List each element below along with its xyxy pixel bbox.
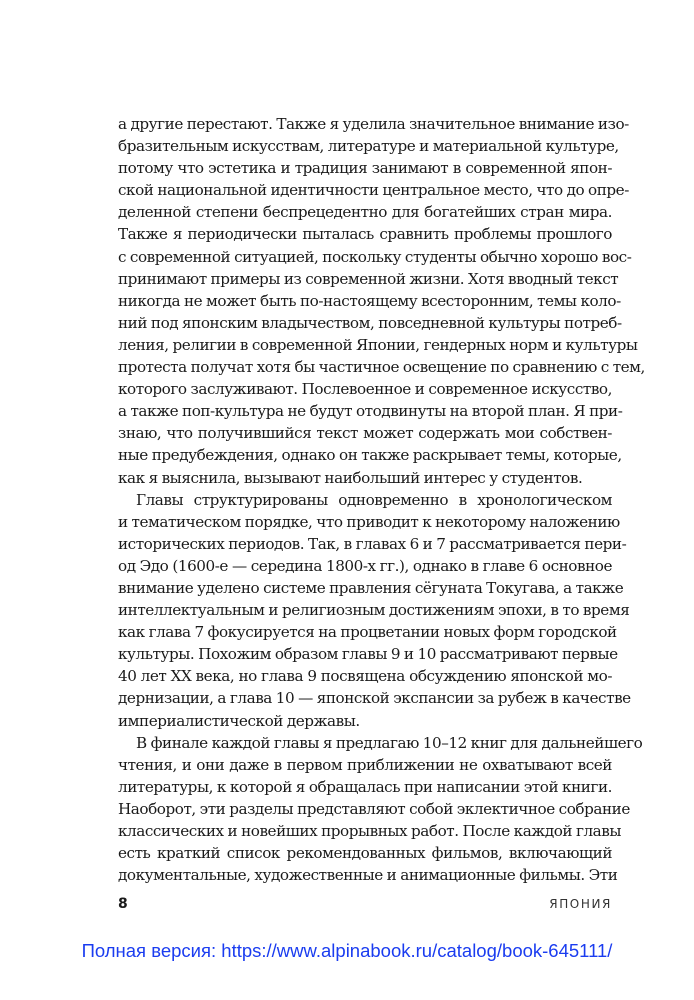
text-line: империалистической державы.	[118, 711, 360, 730]
text-line: а другие перестают. Также я уделила значительное внимание изо-	[118, 115, 629, 133]
text-line: бразительным искусствам, литературе и материальной культуре,	[118, 137, 619, 156]
text-line: ные предубеждения, однако он также раскрывает темы, которые,	[118, 446, 622, 465]
text-line: и тематическом порядке, что приводит к некоторому наложению	[118, 512, 620, 531]
text-line: есть краткий список рекомендованных фильмов, включающий	[118, 844, 612, 863]
text-line: Также я периодически пыталась сравнить проблемы прошлого	[118, 225, 612, 244]
text-line: а также поп-культура не будут отодвинуты на второй план. Я при-	[118, 402, 623, 421]
text-line: В финале каждой главы я предлагаю 10–12 книг для дальнейшего	[136, 733, 643, 752]
text-line: которого заслуживают. Послевоенное и современное искусство,	[118, 380, 612, 399]
text-line: чтения, и они даже в первом приближении не охватывают всей	[118, 755, 612, 774]
text-line: документальные, художественные и анимационные фильмы. Эти	[118, 866, 618, 885]
full-version-label: Полная версия:	[81, 940, 222, 961]
text-line: ний под японским владычеством, повседневной культуры потреб-	[118, 313, 622, 332]
text-line: литературы, к которой я обращалась при написании этой книги.	[118, 777, 612, 796]
text-line: дернизации, а глава 10 — японской экспансии за рубеж в качестве	[118, 689, 631, 708]
full-version-banner	[0, 940, 694, 962]
body-text	[118, 113, 645, 886]
full-version-link[interactable]: https://www.alpinabook.ru/catalog/book-645111/	[221, 940, 613, 961]
text-line: культуры. Похожим образом главы 9 и 10 рассматривают первые	[118, 645, 618, 664]
text-line: с современной ситуацией, поскольку студенты обычно хорошо вос-	[118, 247, 632, 266]
text-line: Наоборот, эти разделы представляют собой эклектичное собрание	[118, 799, 630, 818]
text-line: внимание уделено системе правления сёгуната Токугава, а также	[118, 578, 624, 597]
text-line: как я выяснила, вызывают наибольший интерес у студентов.	[118, 468, 583, 487]
page-number: 8	[118, 896, 128, 912]
text-line: исторических периодов. Так, в главах 6 и 7 рассматривается пери-	[118, 534, 627, 553]
text-line: ской национальной идентичности центральное место, что до опре-	[118, 181, 629, 200]
page-footer	[118, 896, 612, 918]
text-line: никогда не может быть по-настоящему всесторонним, темы коло-	[118, 291, 621, 310]
text-line: классических и новейших прорывных работ. После каждой главы	[118, 822, 622, 840]
text-line: од Эдо (1600-е — середина 1800-х гг.), однако в главе 6 основное	[118, 556, 612, 575]
text-line: 40 лет XX века, но глава 9 посвящена обсуждению японской мо-	[118, 667, 612, 686]
text-line: Главы структурированы одновременно в хронологическом	[136, 490, 612, 509]
text-line: протеста получат хотя бы частичное освещение по сравнению с тем,	[118, 358, 645, 377]
text-line: принимают примеры из современной жизни. Хотя вводный текст	[118, 269, 619, 288]
text-line: ления, религии в современной Японии, гендерных норм и культуры	[118, 335, 638, 354]
text-line: деленной степени беспрецедентно для богатейших стран мира.	[118, 203, 612, 222]
text-line: потому что эстетика и традиция занимают в современной япон-	[118, 159, 612, 178]
text-line: интеллектуальным и религиозным достижениям эпохи, в то время	[118, 601, 630, 620]
text-line: знаю, что получившийся текст может содержать мои собствен-	[118, 424, 612, 443]
running-title: ЯПОНИЯ	[549, 897, 612, 911]
text-line: как глава 7 фокусируется на процветании новых форм городской	[118, 623, 617, 642]
